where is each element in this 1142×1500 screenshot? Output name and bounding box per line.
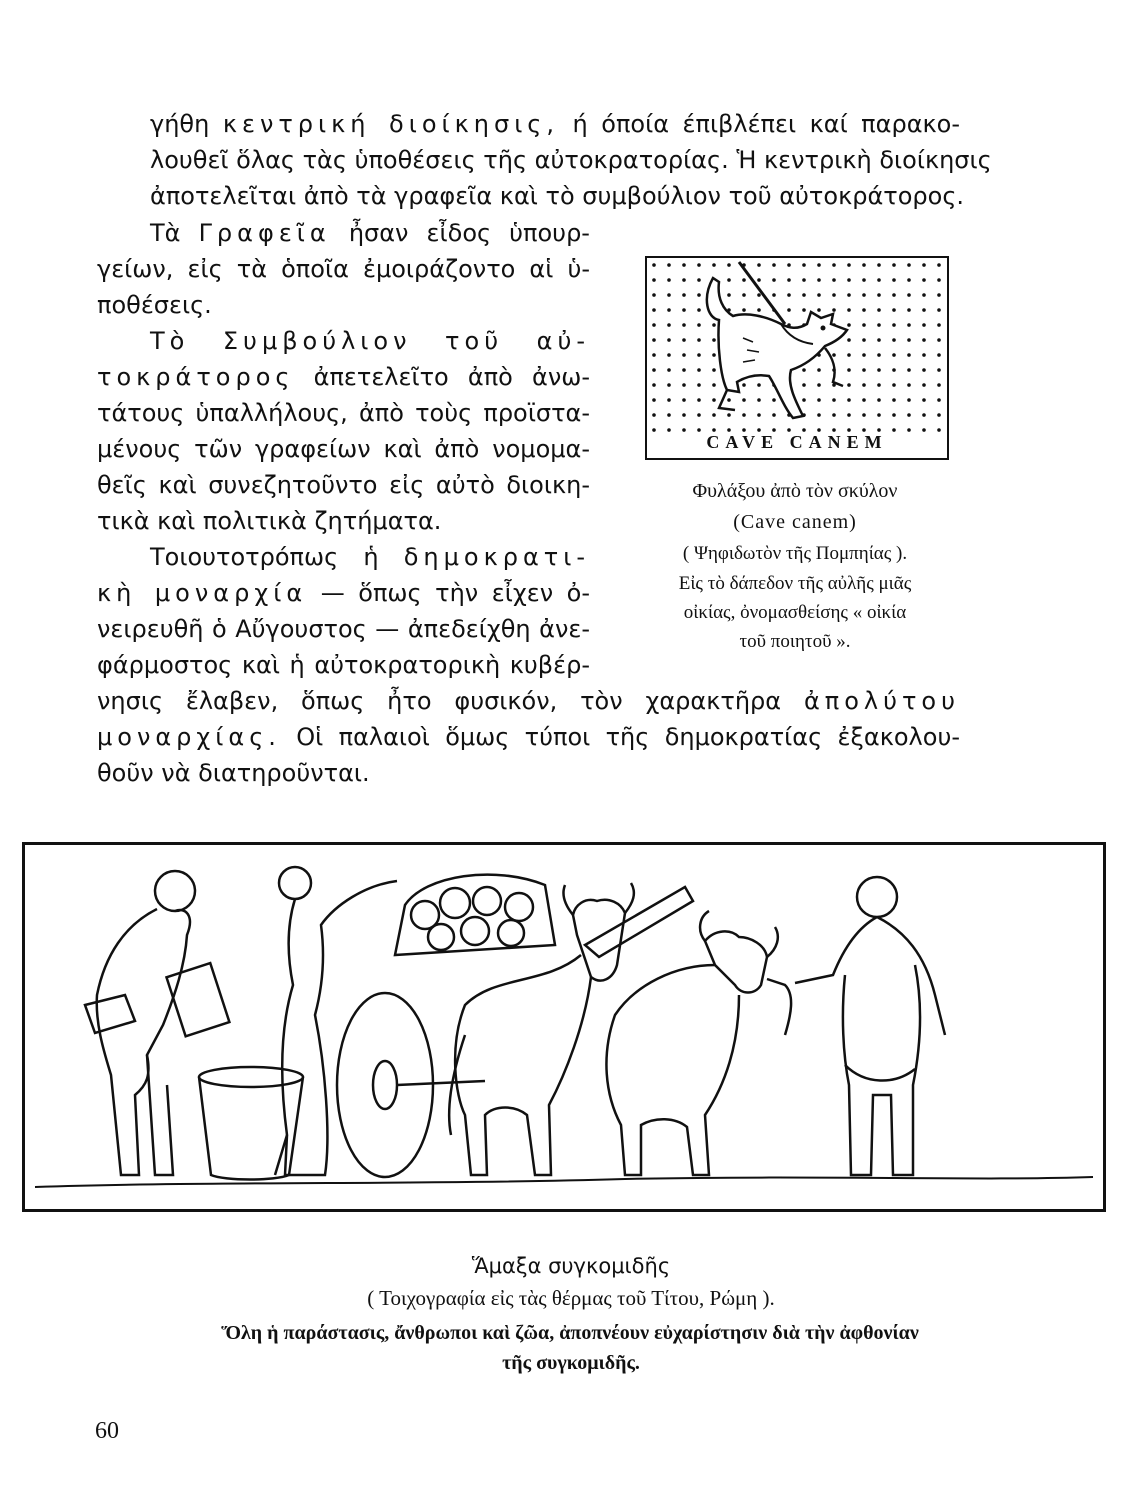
body-text: ἀπετελεῖτο ἀπὸ ἀνω-	[313, 363, 590, 391]
dog-caption-line: τοῦ ποιητοῦ ».	[739, 631, 851, 652]
body-line	[150, 216, 590, 250]
dog-caption-line: οἰκίας, ὀνομασθείσης « οἰκία	[683, 602, 907, 623]
bucket	[199, 1067, 303, 1180]
ox-left	[449, 883, 634, 1175]
body-line	[97, 720, 960, 754]
body-text: ή όποία έπιβλέπει καί παρακο-	[572, 110, 960, 138]
body-text: — ὅπως τὴν εἶχεν ὀ-	[320, 579, 590, 607]
spaced-term: κεντρική διοίκησις,	[222, 110, 560, 138]
body-text: νησις ἔλαβεν, ὅπως ἦτο φυσικόν, τὸν χαρακτῆρα	[97, 687, 782, 715]
body-text: ἦσαν εἶδος ὑπουρ-	[348, 219, 590, 247]
body-line: ἀποτελεῖται ἀπὸ τὰ γραφεῖα καὶ τὸ συμβούλιον τοῦ αὐτοκράτορος.	[150, 182, 965, 210]
dog-caption-line: Εἰς τὸ δάπεδον τῆς αὐλῆς μιᾶς	[678, 573, 912, 594]
spaced-term: ἀπολύτου	[803, 687, 960, 715]
fresco-illustration	[25, 845, 1103, 1209]
dog-caption-title: Φυλάξου ἀπὸ τὸν σκύλον	[692, 480, 898, 502]
body-line: λουθεῖ ὅλας τὰς ὑποθέσεις τῆς αὐτοκρατορίας. Ἡ κεντρικὴ διοίκησις	[150, 146, 992, 174]
body-line: γείων, εἰς τὰ ὁποῖα ἐμοιράζοντο αἱ ὑ-	[97, 255, 590, 283]
cave-canem-mosaic	[645, 256, 949, 460]
body-line: νειρευθῆ ὁ Αὔγουστος — ἀπεδείχθη ἀνε-	[97, 615, 590, 643]
dog-mosaic-illustration	[647, 258, 947, 458]
page-number: 60	[95, 1418, 119, 1444]
cart-caption-source: ( Τοιχογραφία εἰς τὰς θέρμας τοῦ Τίτου, Ρώμη ).	[367, 1286, 775, 1310]
spaced-term: Τὸ Συμβούλιον τοῦ αὐ-	[150, 327, 590, 355]
dog-caption-source: ( Ψηφιδωτὸν τῆς Πομπηίας ).	[682, 543, 908, 564]
cart-caption-title: Ἅμαξα συγκομιδῆς	[471, 1254, 671, 1278]
body-text: Τοιουτοτρόπως ἡ	[150, 543, 379, 571]
body-line: φάρμοστος καὶ ἡ αὐτοκρατορικὴ κυβέρ-	[97, 651, 590, 679]
spaced-term: κὴ μοναρχία	[97, 579, 308, 607]
cart-with-fruit	[337, 875, 555, 1177]
body-line	[97, 576, 590, 610]
spaced-term: Γραφεῖα	[198, 219, 331, 247]
spaced-term: δημοκρατι-	[403, 543, 590, 571]
body-text: Οἱ παλαιοὶ ὅμως τύποι τῆς δημοκρατίας ἐξακολου-	[296, 723, 960, 751]
spaced-term: μοναρχίας.	[97, 723, 281, 751]
woman-figure	[275, 867, 397, 1175]
right-man-figure	[795, 877, 945, 1175]
ox-right	[606, 911, 791, 1175]
yoke	[585, 887, 693, 957]
body-line	[97, 360, 590, 394]
body-line: μένους τῶν γραφείων καὶ ἀπὸ νομομα-	[97, 435, 590, 463]
cart-caption-note: τῆς συγκομιδῆς.	[502, 1352, 640, 1374]
body-line	[150, 540, 590, 574]
body-text: γήθη	[150, 110, 210, 138]
harvest-cart-fresco	[22, 842, 1106, 1212]
mosaic-inscription: CAVE CANEM	[706, 432, 888, 452]
body-line: θοῦν νὰ διατηροῦνται.	[97, 759, 370, 787]
body-line: θεῖς καὶ συνεζητοῦντο εἰς αὐτὸ διοικη-	[97, 471, 590, 499]
dog-caption-latin: (Cave canem)	[733, 511, 857, 533]
body-line: ποθέσεις.	[97, 291, 212, 319]
body-text: Τὰ	[150, 219, 181, 247]
body-line: τάτους ὑπαλλήλους, ἀπὸ τοὺς προϊστα-	[97, 399, 590, 427]
left-man-figure	[85, 871, 229, 1175]
body-line: τικὰ καὶ πολιτικὰ ζητήματα.	[97, 507, 442, 535]
cart-caption-note: Ὅλη ἡ παράστασις, ἄνθρωποι καὶ ζῶα, ἀποπνέουν εὐχαρίστησιν διὰ τὴν ἀφθονίαν	[221, 1322, 919, 1344]
body-line	[150, 107, 960, 141]
spaced-term: τοκράτορος	[97, 363, 295, 391]
body-line	[97, 684, 960, 718]
